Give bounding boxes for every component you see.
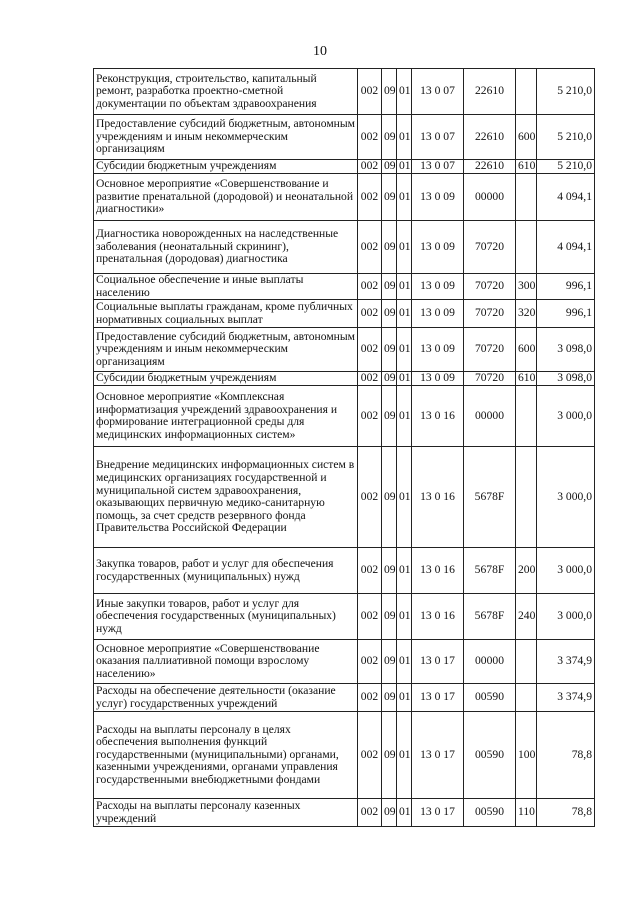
admin-code: 002 bbox=[358, 328, 382, 372]
table-row bbox=[94, 447, 595, 548]
program-code: 13 0 16 bbox=[412, 386, 464, 447]
section-code: 09 bbox=[382, 69, 397, 115]
amount: 78,8 bbox=[537, 799, 595, 827]
subsection-code: 01 bbox=[397, 712, 412, 799]
admin-code: 002 bbox=[358, 684, 382, 712]
direction-code: 00590 bbox=[464, 712, 516, 799]
row-name: Основное мероприятие «Комплексная информатизация учреждений здравоохранения и формирование интеграционной среды для медицинских информационных систем» bbox=[94, 386, 358, 447]
amount: 4 094,1 bbox=[537, 221, 595, 274]
direction-code: 5678F bbox=[464, 548, 516, 594]
subsection-code: 01 bbox=[397, 372, 412, 386]
expense-type-code bbox=[516, 69, 537, 115]
row-name: Предоставление субсидий бюджетным, автономным учреждениям и иным некоммерческим организациям bbox=[94, 115, 358, 160]
section-code: 09 bbox=[382, 594, 397, 640]
table-row bbox=[94, 160, 595, 174]
subsection-code: 01 bbox=[397, 115, 412, 160]
admin-code: 002 bbox=[358, 300, 382, 328]
section-code: 09 bbox=[382, 799, 397, 827]
subsection-code: 01 bbox=[397, 174, 412, 221]
program-code: 13 0 09 bbox=[412, 372, 464, 386]
section-code: 09 bbox=[382, 447, 397, 548]
expense-type-code bbox=[516, 174, 537, 221]
row-name: Субсидии бюджетным учреждениям bbox=[94, 160, 358, 174]
row-name: Внедрение медицинских информационных систем в медицинских организациях государственной и муниципальной систем здравоохранения, оказывающих первичную медико-санитарную помощь, за счет средств резервного фонда Правительства Российской Федерации bbox=[94, 447, 358, 548]
row-name: Диагностика новорожденных на наследственные заболевания (неонатальный скрининг), пренатальная (дородовая) диагностика bbox=[94, 221, 358, 274]
section-code: 09 bbox=[382, 221, 397, 274]
admin-code: 002 bbox=[358, 712, 382, 799]
section-code: 09 bbox=[382, 174, 397, 221]
amount: 3 000,0 bbox=[537, 594, 595, 640]
program-code: 13 0 09 bbox=[412, 174, 464, 221]
admin-code: 002 bbox=[358, 221, 382, 274]
expense-type-code: 600 bbox=[516, 115, 537, 160]
budget-table bbox=[93, 68, 595, 827]
expense-type-code bbox=[516, 386, 537, 447]
subsection-code: 01 bbox=[397, 684, 412, 712]
subsection-code: 01 bbox=[397, 300, 412, 328]
program-code: 13 0 07 bbox=[412, 115, 464, 160]
admin-code: 002 bbox=[358, 799, 382, 827]
section-code: 09 bbox=[382, 684, 397, 712]
amount: 5 210,0 bbox=[537, 160, 595, 174]
table-row bbox=[94, 799, 595, 827]
table-row bbox=[94, 115, 595, 160]
subsection-code: 01 bbox=[397, 386, 412, 447]
program-code: 13 0 17 bbox=[412, 640, 464, 684]
section-code: 09 bbox=[382, 300, 397, 328]
program-code: 13 0 17 bbox=[412, 799, 464, 827]
direction-code: 70720 bbox=[464, 274, 516, 300]
admin-code: 002 bbox=[358, 174, 382, 221]
row-name: Расходы на обеспечение деятельности (оказание услуг) государственных учреждений bbox=[94, 684, 358, 712]
table-row bbox=[94, 174, 595, 221]
expense-type-code: 200 bbox=[516, 548, 537, 594]
amount: 3 098,0 bbox=[537, 372, 595, 386]
expense-type-code: 240 bbox=[516, 594, 537, 640]
table-row bbox=[94, 684, 595, 712]
table-row bbox=[94, 640, 595, 684]
expense-type-code bbox=[516, 640, 537, 684]
page-number: 10 bbox=[313, 44, 327, 59]
subsection-code: 01 bbox=[397, 328, 412, 372]
expense-type-code: 610 bbox=[516, 372, 537, 386]
expense-type-code bbox=[516, 447, 537, 548]
program-code: 13 0 09 bbox=[412, 221, 464, 274]
program-code: 13 0 16 bbox=[412, 594, 464, 640]
admin-code: 002 bbox=[358, 447, 382, 548]
expense-type-code: 610 bbox=[516, 160, 537, 174]
program-code: 13 0 16 bbox=[412, 447, 464, 548]
admin-code: 002 bbox=[358, 640, 382, 684]
program-code: 13 0 07 bbox=[412, 69, 464, 115]
row-name: Закупка товаров, работ и услуг для обеспечения государственных (муниципальных) нужд bbox=[94, 548, 358, 594]
table-row bbox=[94, 386, 595, 447]
direction-code: 22610 bbox=[464, 69, 516, 115]
subsection-code: 01 bbox=[397, 799, 412, 827]
direction-code: 22610 bbox=[464, 160, 516, 174]
direction-code: 00000 bbox=[464, 174, 516, 221]
direction-code: 5678F bbox=[464, 447, 516, 548]
direction-code: 00000 bbox=[464, 386, 516, 447]
direction-code: 70720 bbox=[464, 372, 516, 386]
table-row bbox=[94, 712, 595, 799]
row-name: Иные закупки товаров, работ и услуг для обеспечения государственных (муниципальных) нужд bbox=[94, 594, 358, 640]
amount: 3 000,0 bbox=[537, 386, 595, 447]
row-name: Расходы на выплаты персоналу в целях обеспечения выполнения функций государственными (муниципальными) органами, казенными учреждениями, органами управления государственными внебюджетными фондами bbox=[94, 712, 358, 799]
program-code: 13 0 09 bbox=[412, 274, 464, 300]
table-row bbox=[94, 274, 595, 300]
section-code: 09 bbox=[382, 640, 397, 684]
program-code: 13 0 07 bbox=[412, 160, 464, 174]
expense-type-code: 100 bbox=[516, 712, 537, 799]
section-code: 09 bbox=[382, 274, 397, 300]
amount: 3 374,9 bbox=[537, 684, 595, 712]
amount: 4 094,1 bbox=[537, 174, 595, 221]
expense-type-code: 110 bbox=[516, 799, 537, 827]
row-name: Основное мероприятие «Совершенствование и развитие пренатальной (дородовой) и неонатальной диагностики» bbox=[94, 174, 358, 221]
admin-code: 002 bbox=[358, 274, 382, 300]
program-code: 13 0 09 bbox=[412, 300, 464, 328]
subsection-code: 01 bbox=[397, 69, 412, 115]
direction-code: 70720 bbox=[464, 300, 516, 328]
section-code: 09 bbox=[382, 386, 397, 447]
admin-code: 002 bbox=[358, 548, 382, 594]
table-row bbox=[94, 300, 595, 328]
amount: 3 000,0 bbox=[537, 447, 595, 548]
expense-type-code bbox=[516, 221, 537, 274]
program-code: 13 0 16 bbox=[412, 548, 464, 594]
row-name: Социальное обеспечение и иные выплаты населению bbox=[94, 274, 358, 300]
row-name: Расходы на выплаты персоналу казенных учреждений bbox=[94, 799, 358, 827]
table-row bbox=[94, 372, 595, 386]
program-code: 13 0 17 bbox=[412, 684, 464, 712]
section-code: 09 bbox=[382, 372, 397, 386]
subsection-code: 01 bbox=[397, 594, 412, 640]
table-row bbox=[94, 328, 595, 372]
subsection-code: 01 bbox=[397, 640, 412, 684]
expense-type-code: 300 bbox=[516, 274, 537, 300]
expense-type-code: 600 bbox=[516, 328, 537, 372]
row-name: Социальные выплаты гражданам, кроме публичных нормативных социальных выплат bbox=[94, 300, 358, 328]
row-name: Основное мероприятие «Совершенствование оказания паллиативной помощи взрослому населению» bbox=[94, 640, 358, 684]
section-code: 09 bbox=[382, 115, 397, 160]
amount: 5 210,0 bbox=[537, 115, 595, 160]
direction-code: 70720 bbox=[464, 221, 516, 274]
section-code: 09 bbox=[382, 328, 397, 372]
table-row bbox=[94, 69, 595, 115]
row-name: Предоставление субсидий бюджетным, автономным учреждениям и иным некоммерческим организациям bbox=[94, 328, 358, 372]
expense-type-code bbox=[516, 684, 537, 712]
direction-code: 00000 bbox=[464, 640, 516, 684]
amount: 3 374,9 bbox=[537, 640, 595, 684]
admin-code: 002 bbox=[358, 372, 382, 386]
subsection-code: 01 bbox=[397, 274, 412, 300]
program-code: 13 0 09 bbox=[412, 328, 464, 372]
expense-type-code: 320 bbox=[516, 300, 537, 328]
admin-code: 002 bbox=[358, 69, 382, 115]
subsection-code: 01 bbox=[397, 160, 412, 174]
table-row bbox=[94, 594, 595, 640]
admin-code: 002 bbox=[358, 160, 382, 174]
section-code: 09 bbox=[382, 548, 397, 594]
direction-code: 00590 bbox=[464, 684, 516, 712]
row-name: Реконструкция, строительство, капитальный ремонт, разработка проектно-сметной документации по объектам здравоохранения bbox=[94, 69, 358, 115]
admin-code: 002 bbox=[358, 386, 382, 447]
table-row bbox=[94, 221, 595, 274]
amount: 3 000,0 bbox=[537, 548, 595, 594]
subsection-code: 01 bbox=[397, 221, 412, 274]
amount: 3 098,0 bbox=[537, 328, 595, 372]
table-row bbox=[94, 548, 595, 594]
direction-code: 00590 bbox=[464, 799, 516, 827]
admin-code: 002 bbox=[358, 594, 382, 640]
amount: 996,1 bbox=[537, 274, 595, 300]
amount: 996,1 bbox=[537, 300, 595, 328]
subsection-code: 01 bbox=[397, 548, 412, 594]
section-code: 09 bbox=[382, 712, 397, 799]
direction-code: 5678F bbox=[464, 594, 516, 640]
amount: 78,8 bbox=[537, 712, 595, 799]
program-code: 13 0 17 bbox=[412, 712, 464, 799]
admin-code: 002 bbox=[358, 115, 382, 160]
row-name: Субсидии бюджетным учреждениям bbox=[94, 372, 358, 386]
amount: 5 210,0 bbox=[537, 69, 595, 115]
direction-code: 70720 bbox=[464, 328, 516, 372]
subsection-code: 01 bbox=[397, 447, 412, 548]
section-code: 09 bbox=[382, 160, 397, 174]
direction-code: 22610 bbox=[464, 115, 516, 160]
